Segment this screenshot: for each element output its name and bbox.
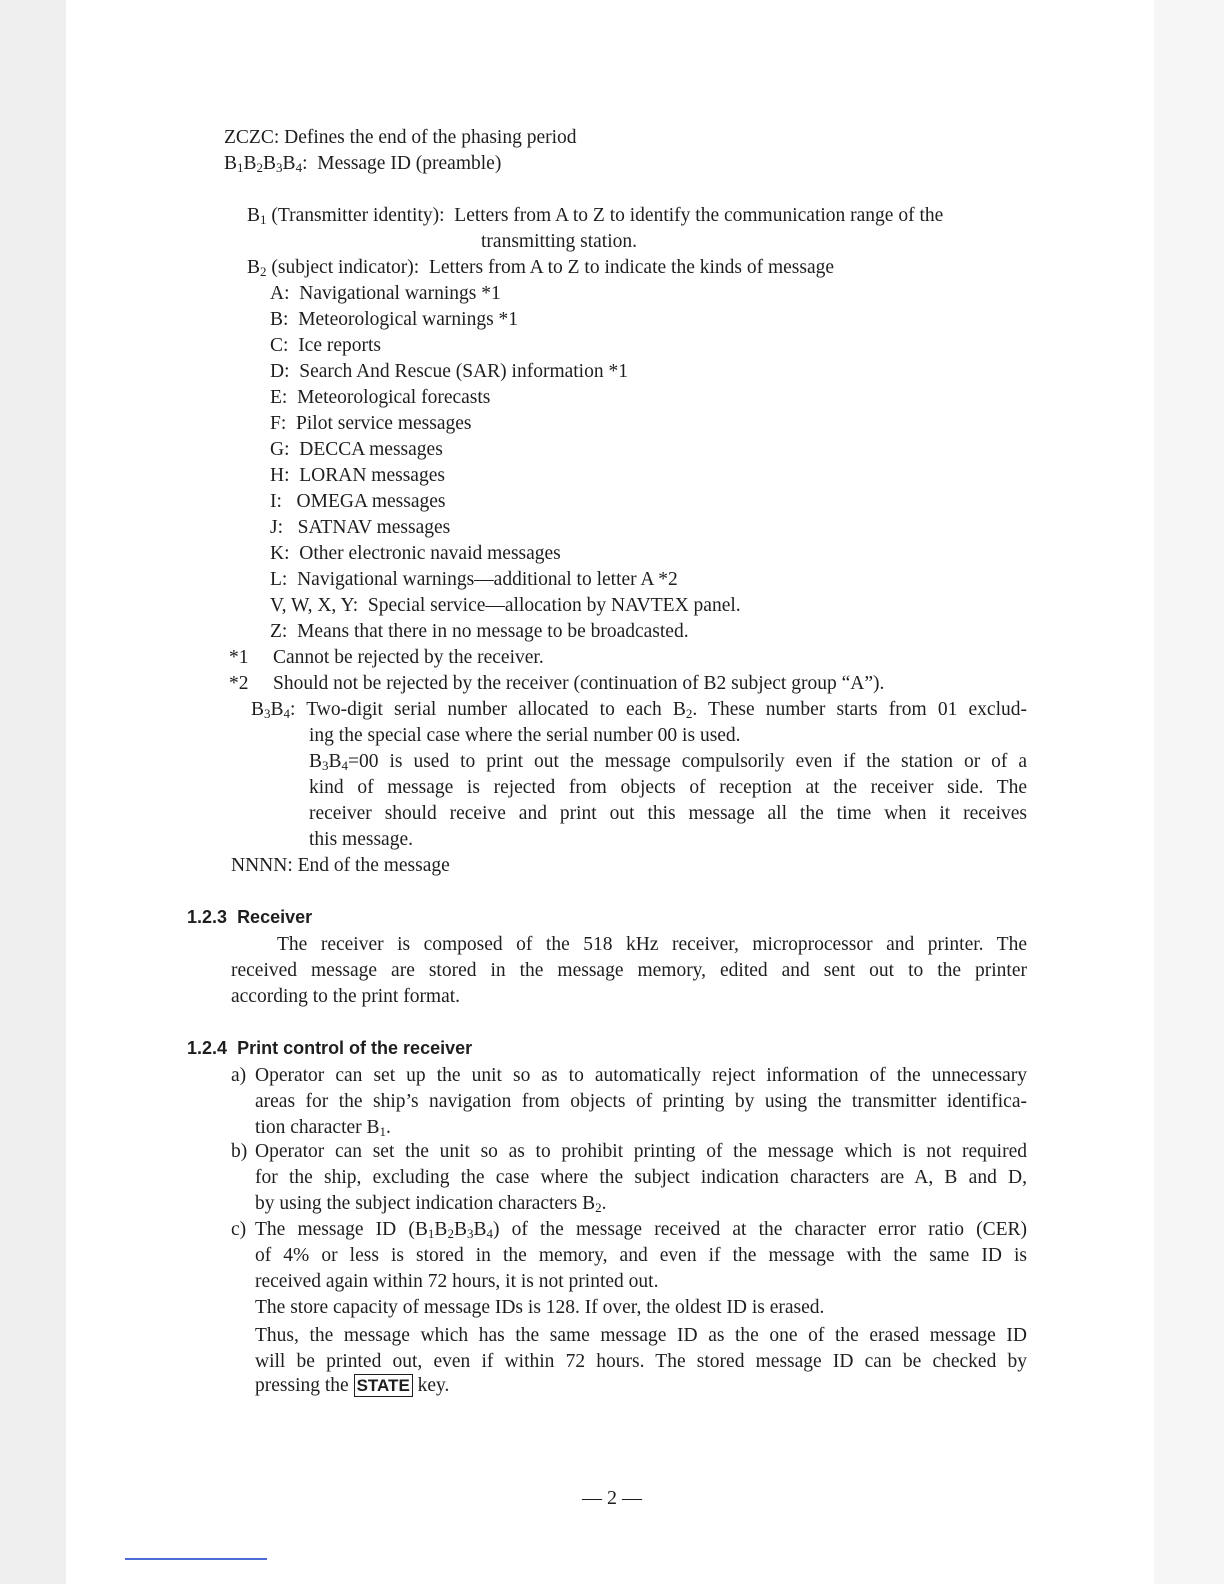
list-item: J: SATNAV messages — [270, 517, 451, 538]
state-key: STATE — [354, 1374, 413, 1397]
b3b4-line: receiver should receive and print out this message all the time when it receives — [309, 803, 1027, 824]
item-a-line: tion character $B_1$. — [255, 1117, 391, 1139]
footnote-1: *1 Cannot be rejected by the receiver. — [229, 647, 544, 668]
item-a-line: areas for the ship’s navigation from objects of printing by using the transmitter identifica- — [255, 1091, 1027, 1112]
list-item: C: Ice reports — [270, 335, 382, 356]
list-item: I: OMEGA messages — [270, 491, 446, 512]
b3b4-line: $B_3B_4=00$ is used to print out the message compulsorily even if the station or of a — [309, 751, 1027, 773]
list-item: A: Navigational warnings *1 — [270, 283, 501, 304]
list-item: V, W, X, Y: Special service—allocation by NAVTEX panel. — [270, 595, 741, 616]
scan-margin-right — [1154, 0, 1224, 1584]
section-heading-print-control: 1.2.4 Print control of the receiver — [187, 1038, 473, 1058]
b3b4-definition: $B_3B_4$: Two-digit serial number allocated to each $B_2$. These number starts from 01 exclud- — [251, 699, 1027, 721]
item-c-line: of 4% or less is stored in the memory, and even if the message with the same ID is — [255, 1245, 1027, 1266]
b3b4-line: kind of message is rejected from objects of reception at the receiver side. The — [309, 777, 1027, 798]
item-c-line: Thus, the message which has the same message ID as the one of the erased message ID — [255, 1325, 1027, 1346]
section-heading-receiver: 1.2.3 Receiver — [187, 907, 313, 927]
list-item: G: DECCA messages — [270, 439, 443, 460]
list-item: L: Navigational warnings—additional to letter A *2 — [270, 569, 678, 590]
item-c-line: The store capacity of message IDs is 128. If over, the oldest ID is erased. — [255, 1297, 825, 1318]
receiver-paragraph-line: according to the print format. — [231, 986, 461, 1007]
item-a-label: a) — [231, 1065, 247, 1086]
list-item: B: Meteorological warnings *1 — [270, 309, 519, 330]
list-item: Z: Means that there in no message to be broadcasted. — [270, 621, 689, 642]
b2-definition: $B_2$ (subject indicator): Letters from A to Z to indicate the kinds of message — [247, 257, 835, 279]
item-c-line: received again within 72 hours, it is not printed out. — [255, 1271, 659, 1292]
scan-margin-left — [0, 0, 66, 1584]
item-b-line: by using the subject indication characters $B_2$. — [255, 1193, 607, 1215]
nnnn-line: NNNN: End of the message — [231, 855, 450, 876]
item-c-label: c) — [231, 1219, 247, 1240]
item-c-line: The message ID $(B_1B_2B_3B_4)$ of the message received at the character error ratio (CER) — [255, 1219, 1028, 1241]
receiver-paragraph-line: The receiver is composed of the 518 kHz receiver, microprocessor and printer. The — [277, 934, 1027, 955]
item-b-label: b) — [231, 1141, 248, 1162]
b1-definition: $B_1$ (Transmitter identity): Letters from A to Z to identify the communication range of the — [247, 205, 944, 227]
b1-definition-cont: transmitting station. — [481, 231, 637, 252]
receiver-paragraph-line: received message are stored in the message memory, edited and sent out to the printer — [231, 960, 1027, 981]
list-item: H: LORAN messages — [270, 465, 445, 486]
item-c-line: will be printed out, even if within 72 hours. The stored message ID can be checked by — [255, 1351, 1027, 1372]
list-item: K: Other electronic navaid messages — [270, 543, 561, 564]
item-b-line: for the ship, excluding the case where the subject indication characters are A, B and D, — [255, 1167, 1027, 1188]
list-item: F: Pilot service messages — [270, 413, 472, 434]
message-id-line: $B_1B_2B_3B_4$: Message ID (preamble) — [224, 153, 502, 175]
b3b4-line: ing the special case where the serial number 00 is used. — [309, 725, 741, 746]
b3b4-line: this message. — [309, 829, 413, 850]
item-c-line: pressing the STATE key. — [255, 1375, 450, 1396]
bottom-rule — [125, 1558, 267, 1560]
zczc-line: ZCZC: Defines the end of the phasing period — [224, 127, 577, 148]
item-b-line: Operator can set the unit so as to prohibit printing of the message which is not required — [255, 1141, 1027, 1162]
page-number: — 2 — — [582, 1487, 642, 1509]
list-item: E: Meteorological forecasts — [270, 387, 491, 408]
footnote-2: *2 Should not be rejected by the receiver (continuation of B2 subject group “A”). — [229, 673, 885, 694]
item-a-line: Operator can set up the unit so as to automatically reject information of the unnecessary — [255, 1065, 1027, 1086]
list-item: D: Search And Rescue (SAR) information *1 — [270, 361, 628, 382]
